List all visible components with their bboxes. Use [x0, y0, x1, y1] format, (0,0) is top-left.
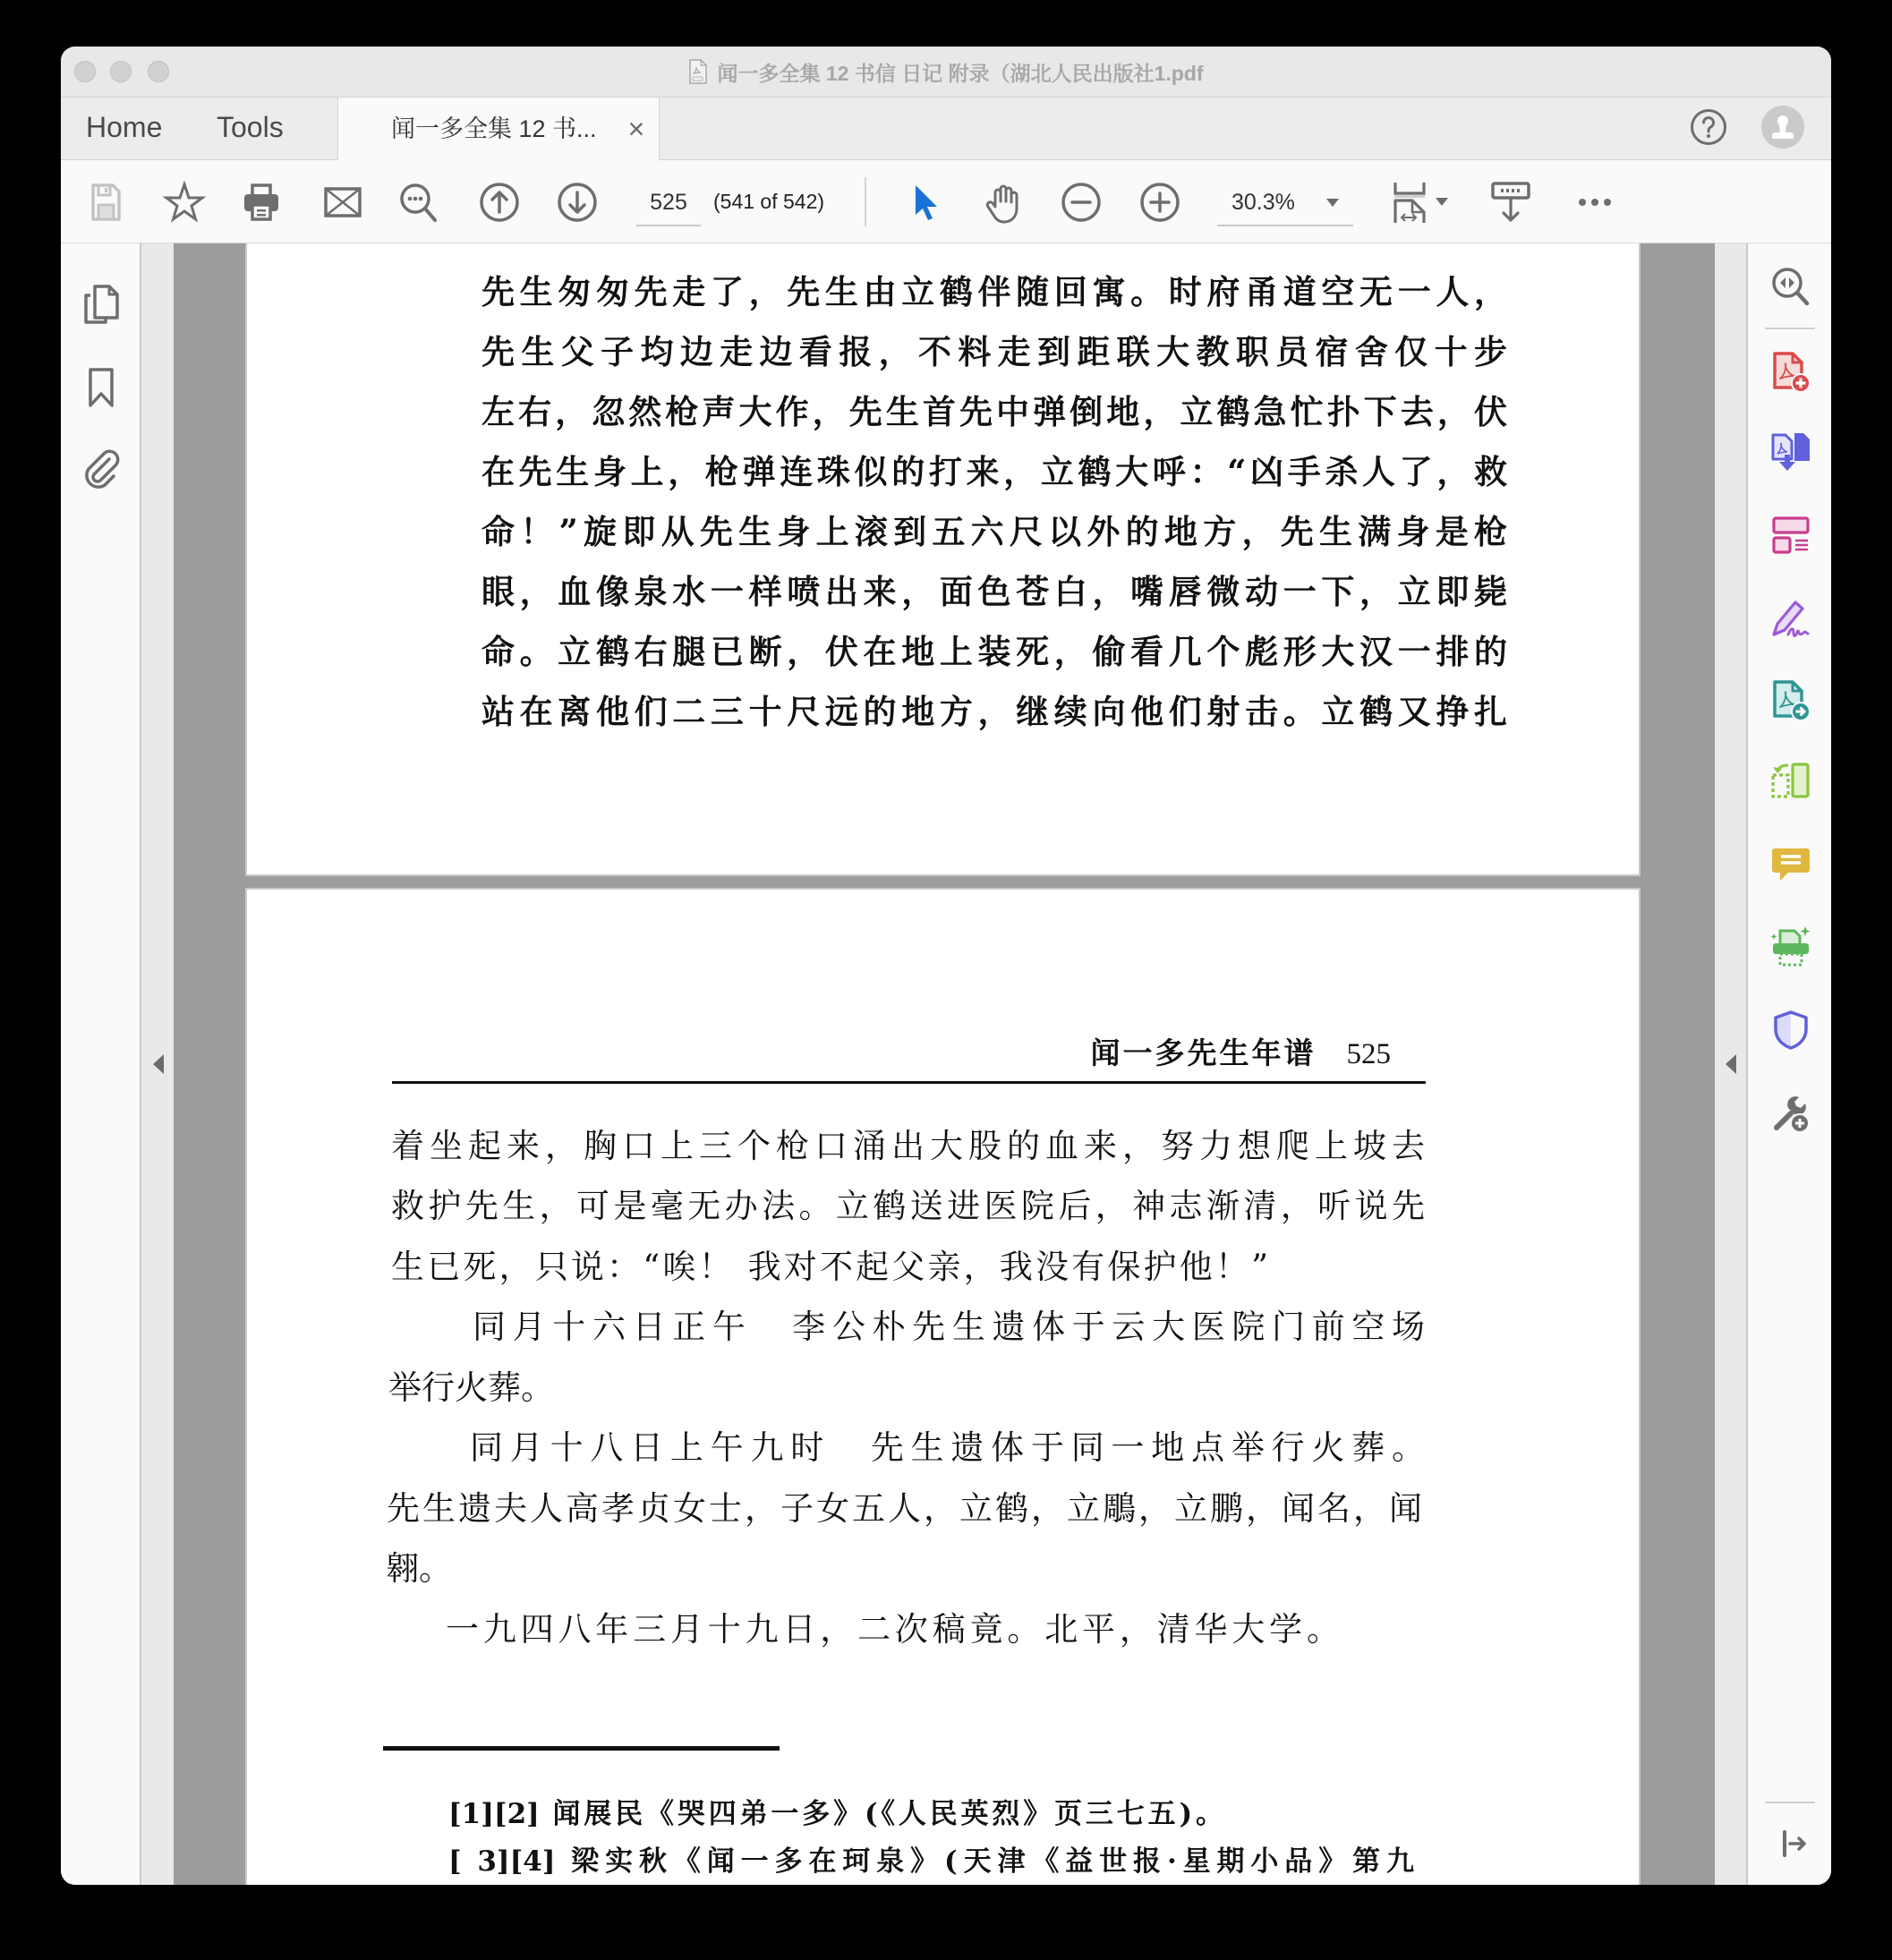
fill-and-sign-icon — [1769, 596, 1812, 639]
right-tools-pane — [1748, 243, 1831, 1885]
compare-files-button[interactable] — [1769, 760, 1812, 803]
left-pane-toggle-strip — [140, 243, 174, 1885]
document-tab[interactable] — [337, 98, 660, 160]
select-cursor-icon — [904, 181, 947, 224]
running-header-title: 闻一多先生年谱 — [1090, 1035, 1317, 1070]
toolbar — [61, 160, 1831, 243]
page-thumbnails-button[interactable] — [81, 283, 121, 326]
close-tab-button[interactable]: × — [627, 113, 645, 145]
comment-icon — [1769, 843, 1812, 886]
email-button[interactable] — [321, 181, 364, 224]
enhance-scans-button[interactable] — [1769, 925, 1812, 968]
zoom-out-icon — [1060, 181, 1103, 224]
tab-bar — [61, 98, 1831, 160]
attachments-button[interactable] — [81, 447, 121, 490]
toolbar-divider — [865, 177, 866, 226]
text-line: 先生父子均边走边看报，不料走到距联大教职员宿舍仅十步 — [482, 332, 1507, 371]
fit-options-chevron-icon[interactable] — [1436, 198, 1448, 206]
fit-page-button[interactable] — [1392, 181, 1428, 224]
tools-tab[interactable]: Tools — [217, 111, 284, 143]
bookmark-star-icon — [163, 181, 206, 224]
acrobat-window — [61, 47, 1831, 1885]
zoom-in-button[interactable] — [1138, 181, 1181, 224]
text-line: 命。立鹤右腿已断，伏在地上装死，偷看几个彪形大汉一排的 — [482, 632, 1507, 671]
pdf-file-icon — [688, 59, 708, 84]
footnote-rule — [383, 1746, 780, 1751]
text-line: 救护先生，可是毫无办法。立鹤送进医院后，神志渐清，听说先 — [391, 1187, 1425, 1225]
save-icon — [84, 181, 127, 224]
more-icon — [1573, 181, 1616, 224]
text-line: 站在离他们二三十尺远的地方，继续向他们射击。立鹤又挣扎 — [482, 692, 1507, 731]
fill-and-sign-button[interactable] — [1769, 596, 1812, 639]
zoom-out-button[interactable] — [1060, 181, 1103, 224]
tools-separator — [1765, 328, 1815, 329]
help-icon — [1690, 108, 1727, 146]
enhance-scans-icon — [1769, 925, 1812, 968]
pdf-page-top — [245, 243, 1641, 876]
bookmarks-icon — [81, 366, 121, 409]
collapse-panel-icon — [1780, 1829, 1809, 1858]
text-line: 在先生身上，枪弹连珠似的打来，立鹤大呼：“凶手杀人了，救 — [482, 452, 1507, 491]
text-line: 先生遗夫人高孝贞女士，子女五人，立鹤，立鵰，立鹏，闻名，闻 — [387, 1489, 1422, 1528]
bookmark-star-button[interactable] — [163, 181, 206, 224]
enhance-zoom-button[interactable] — [1769, 265, 1812, 308]
export-pdf-button[interactable] — [1769, 678, 1812, 721]
more-tools-icon — [1769, 1091, 1812, 1134]
document-viewport[interactable] — [174, 243, 1715, 1885]
window-title-text: 闻一多全集 12 书信 日记 附录（湖北人民出版社1.pdf — [717, 61, 1204, 85]
previous-page-icon — [478, 181, 521, 224]
enhance-zoom-icon — [1769, 265, 1812, 308]
scroll-mode-button[interactable] — [1490, 181, 1531, 224]
text-line: 眼，血像泉水一样喷出来，面色苍白，嘴唇微动一下，立即毙 — [482, 572, 1507, 611]
text-line: 一九四八年三月十九日，二次稿竟。北平，清华大学。 — [446, 1610, 1340, 1649]
window-title — [61, 47, 1831, 97]
left-navigation-pane — [61, 243, 140, 1885]
title-bar — [61, 47, 1831, 98]
previous-page-button[interactable] — [478, 181, 521, 224]
find-text-icon — [397, 181, 440, 224]
text-line: 举行火葬。 — [388, 1368, 554, 1407]
comment-button[interactable] — [1769, 843, 1812, 886]
combine-files-button[interactable] — [1769, 430, 1812, 473]
content-area — [61, 243, 1831, 1885]
expand-left-pane-icon[interactable] — [153, 1054, 164, 1074]
pdf-page-525 — [245, 888, 1641, 1885]
page-thumbnails-icon — [81, 283, 121, 326]
compare-files-icon — [1769, 760, 1812, 803]
text-line: 翱。 — [386, 1549, 452, 1588]
email-icon — [321, 181, 364, 224]
zoom-level-value: 30.3% — [1232, 190, 1295, 215]
home-tab[interactable]: Home — [86, 111, 163, 143]
export-pdf-icon — [1769, 678, 1812, 721]
organize-pages-icon — [1769, 514, 1812, 557]
account-avatar-icon — [1761, 106, 1804, 149]
combine-files-icon — [1769, 430, 1812, 473]
page-number-input[interactable]: 525 — [636, 178, 701, 226]
text-line: 生已死，只说：“唉！ 我对不起父亲，我没有保护他！” — [391, 1248, 1268, 1286]
print-button[interactable] — [240, 181, 283, 224]
bookmarks-button[interactable] — [81, 366, 121, 409]
fit-page-icon — [1392, 181, 1428, 224]
right-pane-toggle-strip — [1715, 243, 1748, 1885]
page-position-label: (541 of 542) — [713, 190, 825, 213]
protect-icon — [1769, 1009, 1812, 1052]
text-line: 着坐起来，胸口上三个枪口涌出大股的血来，努力想爬上坡去 — [391, 1127, 1425, 1165]
save-button[interactable] — [84, 181, 127, 224]
text-line: 同月十六日正午 李公朴先生遗体于云大医院门前空场 — [473, 1308, 1425, 1346]
running-header-page-number: 525 — [1346, 1038, 1391, 1070]
text-line: 同月十八日上午九时 先生遗体于同一地点举行火葬。 — [470, 1428, 1425, 1467]
next-page-icon — [556, 181, 599, 224]
document-tab-label: 闻一多全集 12 书... — [391, 115, 597, 142]
text-line: 左右，忽然枪声大作，先生首先中弹倒地，立鹤急忙扑下去，伏 — [482, 392, 1507, 431]
select-tool-button[interactable] — [904, 181, 947, 224]
zoom-in-icon — [1138, 181, 1181, 224]
find-text-button[interactable] — [397, 181, 440, 224]
scroll-mode-icon — [1490, 181, 1531, 224]
create-pdf-icon — [1769, 350, 1812, 393]
footnote: [ 3][4] 梁实秋《闻一多在珂泉》(天津《益世报·星期小品》第九 — [448, 1845, 1414, 1878]
text-line: 命！”旋即从先生身上滚到五六尺以外的地方，先生满身是枪 — [482, 512, 1507, 551]
attachments-icon — [81, 447, 121, 490]
more-tools-button[interactable] — [1769, 1091, 1812, 1134]
protect-button[interactable] — [1769, 1009, 1812, 1052]
create-pdf-button[interactable] — [1769, 350, 1812, 393]
organize-pages-button[interactable] — [1769, 514, 1812, 557]
chevron-down-icon — [1326, 199, 1339, 207]
header-rule — [392, 1081, 1426, 1084]
account-button[interactable] — [1761, 106, 1804, 149]
print-icon — [240, 181, 283, 224]
zoom-level-dropdown[interactable] — [1217, 178, 1353, 226]
collapse-tools-pane-button[interactable] — [1780, 1829, 1809, 1858]
hand-tool-icon — [981, 181, 1024, 224]
hand-tool-button[interactable] — [981, 181, 1024, 224]
text-line: 先生匆匆先走了，先生由立鹤伴随回寓。时府甬道空无一人， — [482, 272, 1507, 311]
expand-right-pane-icon[interactable] — [1726, 1054, 1736, 1074]
running-header — [1017, 1035, 1391, 1071]
next-page-button[interactable] — [556, 181, 599, 224]
help-button[interactable] — [1690, 108, 1727, 146]
tools-separator — [1765, 1802, 1815, 1803]
more-button[interactable] — [1573, 181, 1616, 224]
footnote: [1][2] 闻展民《哭四弟一多》(《人民英烈》页三七五)。 — [448, 1798, 1223, 1830]
